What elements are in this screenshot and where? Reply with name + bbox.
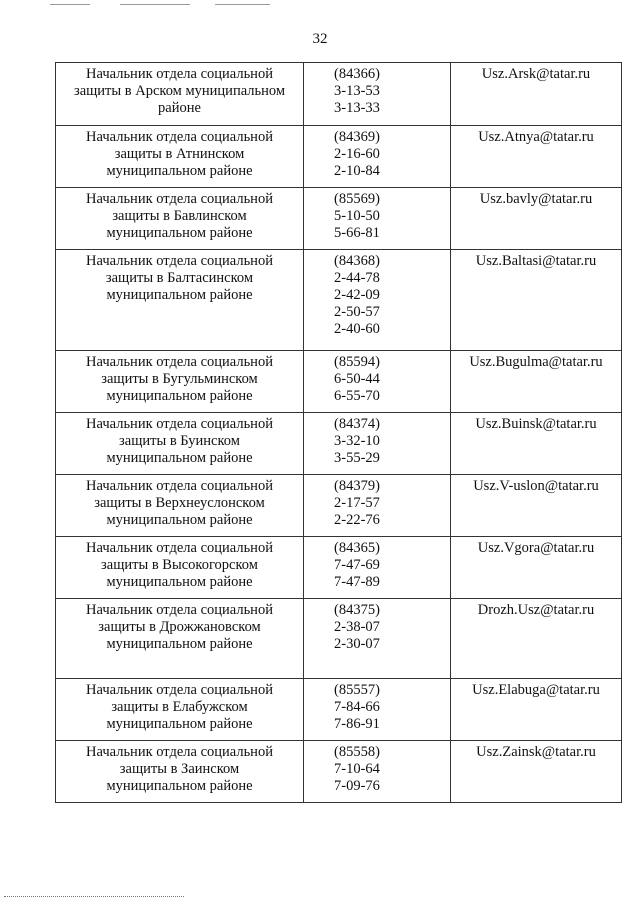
- office-title-cell: [56, 475, 304, 537]
- email-cell: [451, 679, 622, 741]
- office-title-line: защиты в Буинском: [119, 433, 240, 449]
- email-address: Usz.Zainsk@tatar.ru: [476, 744, 596, 760]
- table-row: [56, 413, 622, 475]
- office-title-line: Начальник отдела социальной: [86, 66, 273, 82]
- phone-cell: [304, 351, 451, 413]
- phone-cell: [304, 741, 451, 803]
- office-title-cell: [56, 679, 304, 741]
- phone-number: 2-38-07: [334, 619, 380, 635]
- office-title-line: Начальник отдела социальной: [86, 682, 273, 698]
- email-cell: [451, 250, 622, 351]
- phone-cell: [304, 250, 451, 351]
- office-title-line: муниципальном районе: [106, 163, 253, 179]
- email-address: Usz.V-uslon@tatar.ru: [473, 478, 599, 494]
- top-rule: [120, 4, 190, 5]
- office-title-line: муниципальном районе: [106, 716, 253, 732]
- phone-number: 5-10-50: [334, 208, 380, 224]
- contacts-table-body: [56, 63, 622, 803]
- phone-cell: [304, 475, 451, 537]
- email-cell: [451, 599, 622, 679]
- office-title-line: Начальник отдела социальной: [86, 478, 273, 494]
- table-row: [56, 599, 622, 679]
- phone-area-code: (84369): [334, 129, 380, 145]
- phone-number: 2-16-60: [334, 146, 380, 162]
- email-address: Usz.Bugulma@tatar.ru: [469, 354, 603, 370]
- phone-number: 3-13-53: [334, 83, 380, 99]
- contacts-table: [55, 62, 622, 803]
- email-cell: [451, 188, 622, 250]
- email-address: Usz.Buinsk@tatar.ru: [475, 416, 597, 432]
- office-title-line: Начальник отдела социальной: [86, 744, 273, 760]
- office-title-line: защиты в Бугульминском: [101, 371, 258, 387]
- email-cell: [451, 413, 622, 475]
- office-title-line: муниципальном районе: [106, 512, 253, 528]
- office-title-line: муниципальном районе: [106, 778, 253, 794]
- office-title-line: Начальник отдела социальной: [86, 540, 273, 556]
- phone-number: 2-42-09: [334, 287, 380, 303]
- email-address: Usz.Arsk@tatar.ru: [481, 66, 591, 82]
- office-title-line: муниципальном районе: [106, 636, 253, 652]
- email-address: Usz.Baltasi@tatar.ru: [475, 253, 597, 269]
- office-title-line: муниципальном районе: [106, 450, 253, 466]
- table-row: [56, 351, 622, 413]
- office-title-line: защиты в Бавлинском: [112, 208, 247, 224]
- office-title-line: защиты в Дрожжановском: [98, 619, 261, 635]
- phone-cell: [304, 599, 451, 679]
- phone-number: 6-55-70: [334, 388, 380, 404]
- phone-area-code: (85569): [334, 191, 380, 207]
- phone-area-code: (85557): [334, 682, 380, 698]
- office-title-line: Начальник отдела социальной: [86, 253, 273, 269]
- table-row: [56, 63, 622, 126]
- phone-number: 2-40-60: [334, 321, 380, 337]
- phone-area-code: (84374): [334, 416, 380, 432]
- phone-number: 7-10-64: [334, 761, 380, 777]
- phone-cell: [304, 188, 451, 250]
- email-cell: [451, 741, 622, 803]
- email-address: Usz.Elabuga@tatar.ru: [472, 682, 600, 698]
- phone-area-code: (85558): [334, 744, 380, 760]
- phone-number: 2-44-78: [334, 270, 380, 286]
- office-title-line: муниципальном районе: [106, 225, 253, 241]
- top-rule: [50, 4, 90, 5]
- phone-number: 7-47-69: [334, 557, 380, 573]
- office-title-line: защиты в Верхнеуслонском: [94, 495, 265, 511]
- office-title-line: муниципальном районе: [106, 388, 253, 404]
- table-row: [56, 250, 622, 351]
- office-title-line: Начальник отдела социальной: [86, 129, 273, 145]
- phone-number: 2-10-84: [334, 163, 380, 179]
- phone-number: 3-13-33: [334, 100, 380, 116]
- office-title-line: Начальник отдела социальной: [86, 602, 273, 618]
- phone-number: 3-32-10: [334, 433, 380, 449]
- phone-area-code: (84375): [334, 602, 380, 618]
- office-title-cell: [56, 599, 304, 679]
- table-row: [56, 188, 622, 250]
- office-title-cell: [56, 126, 304, 188]
- phone-number: 2-50-57: [334, 304, 380, 320]
- email-address: Drozh.Usz@tatar.ru: [477, 602, 595, 618]
- office-title-cell: [56, 351, 304, 413]
- table-row: [56, 741, 622, 803]
- phone-number: 2-22-76: [334, 512, 380, 528]
- email-address: Usz.Vgora@tatar.ru: [477, 540, 595, 556]
- office-title-line: Начальник отдела социальной: [86, 416, 273, 432]
- phone-area-code: (84365): [334, 540, 380, 556]
- phone-number: 3-55-29: [334, 450, 380, 466]
- office-title-line: районе: [158, 100, 201, 116]
- office-title-line: защиты в Арском муниципальном: [73, 83, 286, 99]
- office-title-cell: [56, 537, 304, 599]
- office-title-cell: [56, 188, 304, 250]
- phone-number: 7-09-76: [334, 778, 380, 794]
- table-row: [56, 537, 622, 599]
- phone-area-code: (85594): [334, 354, 380, 370]
- phone-number: 5-66-81: [334, 225, 380, 241]
- phone-number: 2-30-07: [334, 636, 380, 652]
- office-title-line: Начальник отдела социальной: [86, 354, 273, 370]
- office-title-line: защиты в Балтасинском: [105, 270, 254, 286]
- footer-marks: [4, 896, 184, 899]
- phone-number: 7-86-91: [334, 716, 380, 732]
- email-address: Usz.Atnya@tatar.ru: [478, 129, 594, 145]
- table-row: [56, 679, 622, 741]
- email-cell: [451, 63, 622, 126]
- phone-cell: [304, 63, 451, 126]
- phone-cell: [304, 126, 451, 188]
- office-title-line: защиты в Атнинском: [114, 146, 245, 162]
- office-title-line: защиты в Высокогорском: [101, 557, 258, 573]
- email-cell: [451, 475, 622, 537]
- phone-cell: [304, 679, 451, 741]
- email-cell: [451, 537, 622, 599]
- phone-area-code: (84379): [334, 478, 380, 494]
- phone-number: 7-84-66: [334, 699, 380, 715]
- office-title-line: Начальник отдела социальной: [86, 191, 273, 207]
- office-title-line: муниципальном районе: [106, 574, 253, 590]
- phone-area-code: (84368): [334, 253, 380, 269]
- office-title-cell: [56, 63, 304, 126]
- phone-number: 6-50-44: [334, 371, 380, 387]
- phone-cell: [304, 537, 451, 599]
- office-title-cell: [56, 741, 304, 803]
- table-row: [56, 475, 622, 537]
- office-title-cell: [56, 413, 304, 475]
- office-title-line: защиты в Елабужском: [111, 699, 248, 715]
- page-number: 32: [312, 31, 328, 47]
- phone-number: 2-17-57: [334, 495, 380, 511]
- table-row: [56, 126, 622, 188]
- email-address: Usz.bavly@tatar.ru: [479, 191, 593, 207]
- phone-number: 7-47-89: [334, 574, 380, 590]
- email-cell: [451, 351, 622, 413]
- phone-area-code: (84366): [334, 66, 380, 82]
- office-title-line: муниципальном районе: [106, 287, 253, 303]
- top-rule: [215, 4, 270, 5]
- office-title-line: защиты в Заинском: [119, 761, 240, 777]
- office-title-cell: [56, 250, 304, 351]
- email-cell: [451, 126, 622, 188]
- phone-cell: [304, 413, 451, 475]
